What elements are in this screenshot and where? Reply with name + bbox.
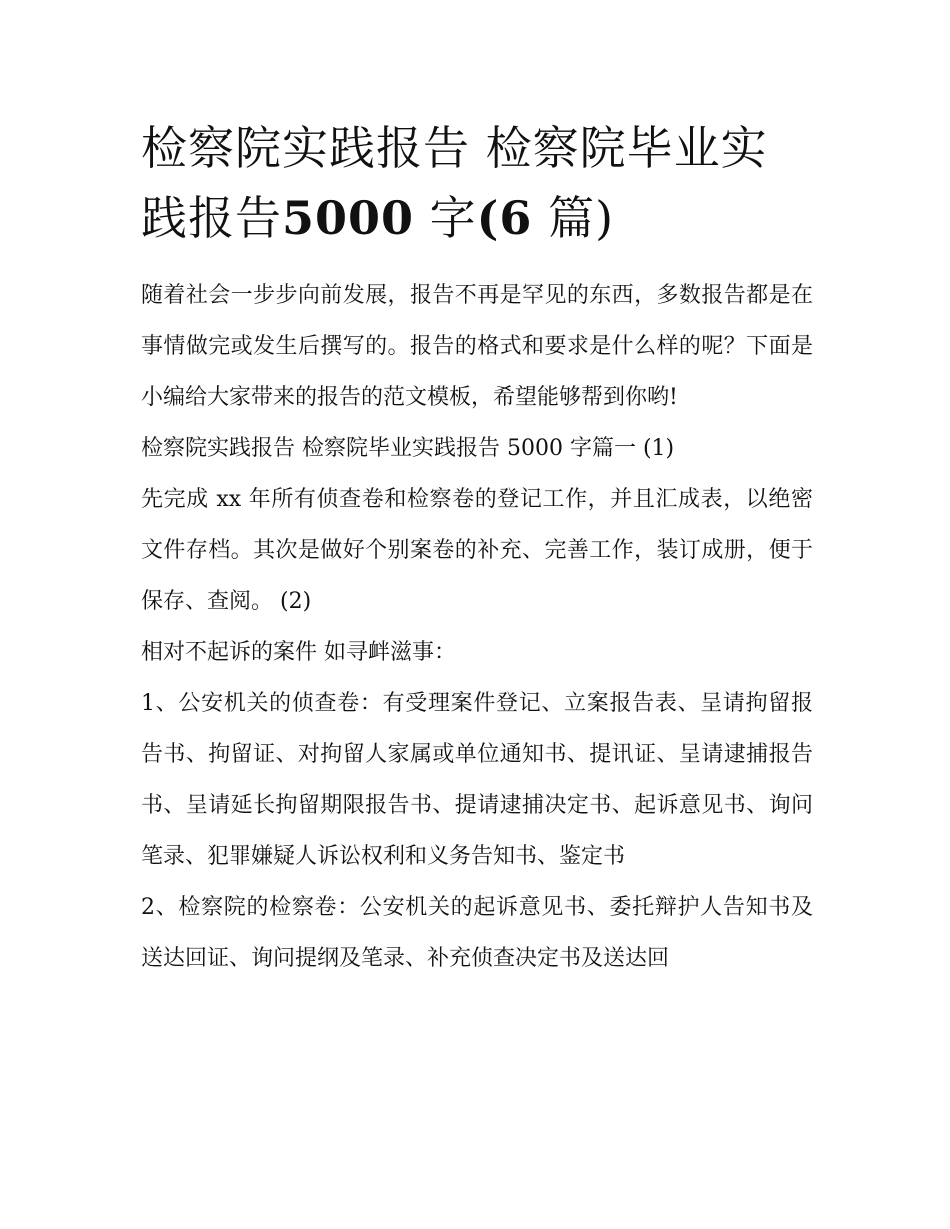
title-line-2-middle: 字 [429, 191, 477, 245]
title-line-2-prefix: 践报告 [141, 191, 282, 245]
body-paragraph: 先完成 xx 年所有侦查卷和检察卷的登记工作，并且汇成表，以绝密文件存档。其次是做好个别案卷的补充、完善工作，装订成册，便于保存、查阅。 (2) [141, 487, 813, 614]
title-line-1: 检察院实践报告 检察院毕业实 [141, 121, 768, 175]
title-paren: (6 [476, 191, 533, 245]
list-item: 2、检察院的检察卷：公安机关的起诉意见书、委托辩护人告知书及送达回证、询问提纲及笔录、补充侦查决定书及送达回 [141, 895, 813, 971]
document-title [141, 113, 813, 253]
title-number: 5000 [282, 191, 415, 245]
body-paragraph: 相对不起诉的案件 如寻衅滋事： [141, 640, 456, 665]
intro-paragraph: 随着社会一步步向前发展，报告不再是罕见的东西，多数报告都是在事情做完或发生后撰写的。报告的格式和要求是什么样的呢？下面是小编给大家带来的报告的范文模板，希望能够帮到你哟! [141, 283, 813, 410]
section-heading: 检察院实践报告 检察院毕业实践报告 5000 字篇一 (1) [141, 436, 675, 461]
document-body [141, 270, 813, 984]
document-content [141, 113, 813, 984]
title-line-2-suffix: 篇) [548, 191, 615, 245]
list-item: 1、公安机关的侦查卷：有受理案件登记、立案报告表、呈请拘留报告书、拘留证、对拘留人家属或单位通知书、提讯证、呈请逮捕报告书、呈请延长拘留期限报告书、提请逮捕决定书、起诉意见书、询问笔录、犯罪嫌疑人诉讼权利和义务告知书、鉴定书 [141, 691, 813, 869]
